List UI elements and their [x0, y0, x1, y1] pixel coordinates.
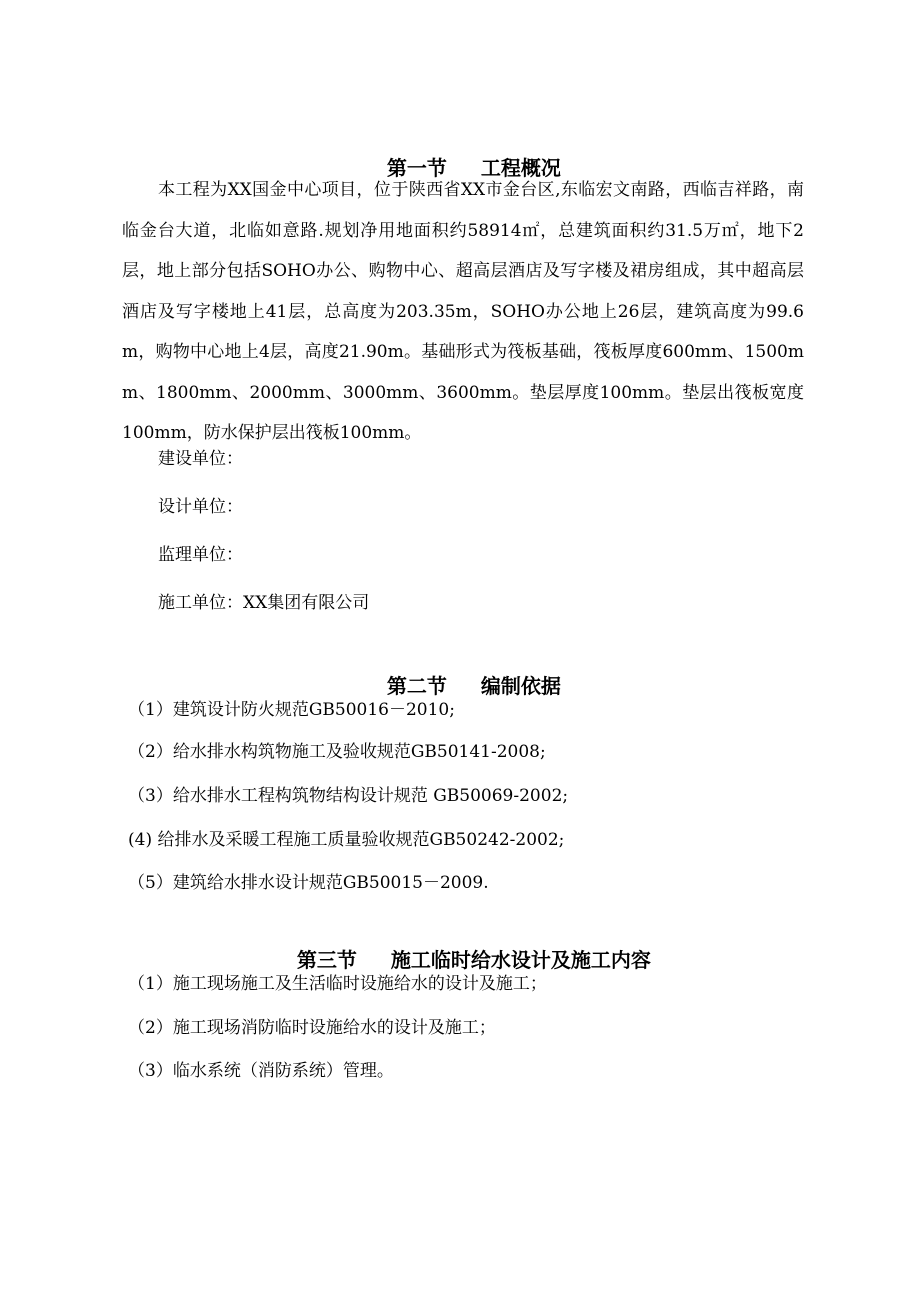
section-2-title: 编制依据: [480, 674, 561, 698]
basis-item-5: （5）建筑给水排水设计规范GB50015－2009.: [128, 873, 489, 893]
unit-supervisor: 监理单位：: [158, 545, 243, 565]
project-overview-paragraph: 本工程为XX国金中心项目，位于陕西省XX市金台区,东临宏文南路，西临吉祥路，南临金台大道，北临如意路.规划净用地面积约58914㎡，总建筑面积约31.5万㎡，地下2层，地上部分包括SOHO办公、购物中心、超高层酒店及写字楼及裙房组成，其中超高层酒店及写字楼地上41层，总高度为203.35m，SOHO办公地上26层，建筑高度为99.6m，购物中心地上4层，高度21.90m。基础形式为筏板基础，筏板厚度600mm、1500mm、1800mm、2000mm、3000mm、3600mm。垫层厚度100mm。垫层出筏板宽度100mm，防水保护层出筏板100mm。: [122, 180, 804, 443]
content-item-3: （3）临水系统（消防系统）管理。: [128, 1061, 394, 1081]
unit-contractor: 施工单位：XX集团有限公司: [158, 593, 370, 613]
content-item-2: （2）施工现场消防临时设施给水的设计及施工；: [128, 1018, 496, 1038]
section-3-title: 施工临时给水设计及施工内容: [390, 948, 651, 972]
basis-item-4: (4) 给排水及采暖工程施工质量验收规范GB50242-2002;: [128, 830, 565, 850]
section-2-number: 第二节: [386, 674, 447, 698]
basis-item-1: （1）建筑设计防火规范GB50016－2010;: [128, 700, 455, 720]
section-1-title: 工程概况: [480, 156, 561, 180]
basis-item-3: （3）给水排水工程构筑物结构设计规范 GB50069-2002;: [128, 786, 569, 806]
content-item-1: （1）施工现场施工及生活临时设施给水的设计及施工；: [128, 974, 547, 994]
unit-designer: 设计单位：: [158, 497, 243, 517]
basis-item-2: （2）给水排水构筑物施工及验收规范GB50141-2008;: [128, 742, 546, 762]
unit-construction-owner: 建设单位：: [158, 449, 243, 469]
section-3-number: 第三节: [296, 948, 357, 972]
section-1-number: 第一节: [386, 156, 447, 180]
